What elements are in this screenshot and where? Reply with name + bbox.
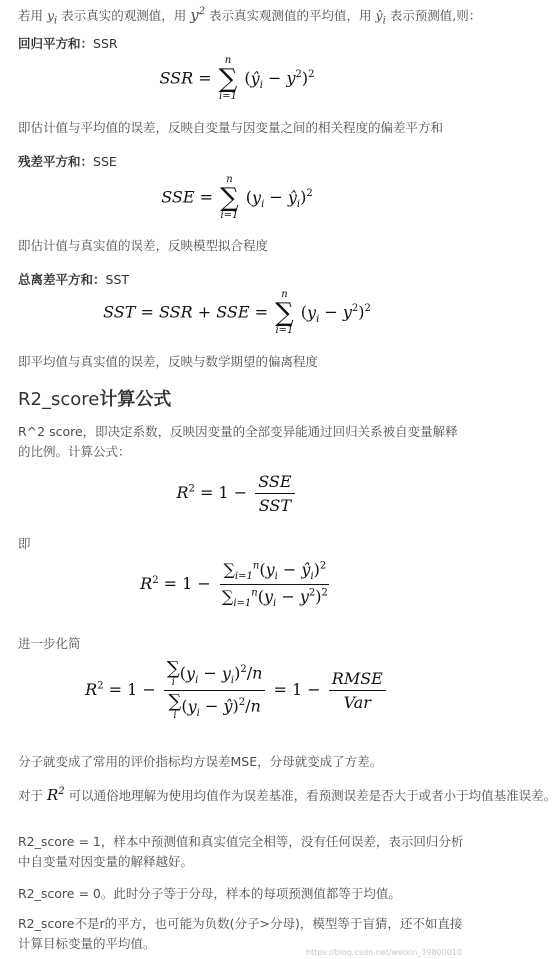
r2-equals-one-paragraph: R2_score = 1，样本中预测值和真实值完全相等，没有任何误差，表示回归分析中自变量对因变量的解释越好。 xyxy=(18,834,464,869)
r2-negative-paragraph: R2_score不是r的平方，也可能为负数(分子>分母)，模型等于盲猜，还不如直接计算目标变量的平均值。 xyxy=(18,916,463,951)
math-y2: $y^2$ xyxy=(190,6,206,24)
math-yhat: $ŷ_i$ xyxy=(375,8,386,27)
intro-text: 表示真实的观测值，用 xyxy=(57,8,191,23)
sse-heading: 残差平方和：SSE xyxy=(18,154,117,169)
ssr-formula: SSR = n ∑ i=1 $(ŷ_i - y^2)^2$ xyxy=(159,55,315,102)
ssr-heading: 回归平方和：SSR xyxy=(18,36,118,51)
ssr-description: 即估计值与平均值的误差，反映自变量与因变量之间的相关程度的偏差平方和 xyxy=(18,120,444,135)
sse-formula: SSE = n ∑ i=1 ($y_i$ − $ŷ_i)^2$ xyxy=(161,174,313,221)
intro-text: 表示真实观测值的平均值，用 xyxy=(205,8,376,23)
sst-heading: 总离差平方和：SST xyxy=(18,272,130,287)
intro-text: 表示预测值,则： xyxy=(385,8,482,23)
r2-section-title: R2_score计算公式 xyxy=(18,389,172,410)
r2-equals-zero-paragraph: R2_score = 0。此时分子等于分母，样本的每项预测值都等于均值。 xyxy=(18,886,401,901)
intro-text: 若用 xyxy=(18,8,47,23)
about-r2-paragraph: 对于 $R^2$ 可以通俗地理解为使用均值作为误差基准，看预测误差是否大于或者小于均值基准误差。 xyxy=(18,786,556,804)
ji-paragraph: 即 xyxy=(18,536,31,551)
sse-description: 即估计值与真实值的误差，反映模型拟合程度 xyxy=(18,238,269,253)
mse-paragraph: 分子就变成了常用的评价指标均方误差MSE，分母就变成了方差。 xyxy=(18,754,383,769)
watermark: https://blog.csdn.net/weixin_39800010 xyxy=(305,948,462,957)
math-yi: $y_i$ xyxy=(46,8,58,27)
r2-formula-simplified: $R^2 = 1$ − ∑ i $(y_i - y_i)^2/n$ ∑ i ($y_i$ − ŷ)$^2$/n = 1 − $\frac{\text{RMSE}}{\text{Var}}$ xyxy=(0,660,474,721)
r2-formula-basic: $R^2 = 1$ − $\frac{\text{SSE}}{\text{SST}}$ xyxy=(0,472,474,515)
r2-intro-paragraph: R^2 score，即决定系数，反映因变量的全部变异能通过回归关系被自变量解释的比例。计算公式： xyxy=(18,424,458,459)
intro-paragraph xyxy=(18,2,482,32)
further-simplify-paragraph: 进一步化简 xyxy=(18,636,81,651)
sst-description: 即平均值与真实值的误差，反映与数学期望的偏离程度 xyxy=(18,354,319,369)
sst-formula: SST = SSR + SSE = n ∑ i=1 $(y_i - y^2)^2$ xyxy=(103,289,371,336)
r2-formula-expanded: $R^2 = 1$ − $\frac{\sum_{i=1}^n(y_i - ŷ_i)^2}{\sum_{i=1}^n(y_i - y^2)^2}$ xyxy=(140,560,328,610)
